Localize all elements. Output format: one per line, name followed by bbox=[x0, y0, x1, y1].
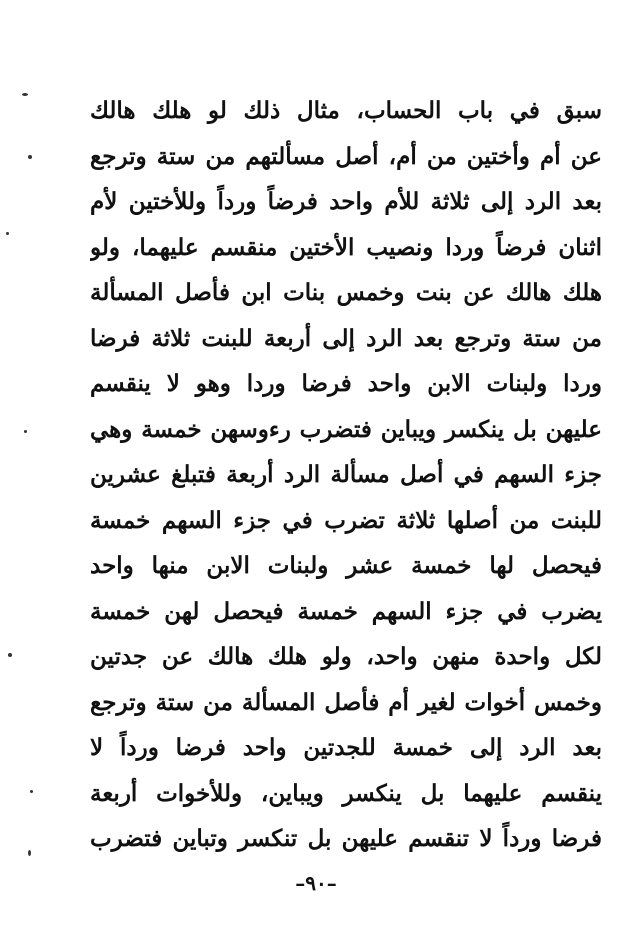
text-line: عليهن بل ينكسر ويباين فتضرب رءوسهن خمسة وهي bbox=[90, 415, 602, 443]
margin-speck bbox=[8, 653, 12, 657]
margin-speck bbox=[22, 93, 28, 96]
text-line: بعد الرد إلى خمسة للجدتين واحد فرضا ورداً لا bbox=[90, 734, 602, 761]
body-text bbox=[90, 88, 602, 862]
text-line: هلك هالك عن بنت وخمس بنات ابن فأصل المسألة bbox=[90, 279, 602, 306]
text-line: للبنت من أصلها ثلاثة تضرب في جزء السهم خمسة bbox=[90, 506, 602, 534]
text-line: فيحصل لها خمسة عشر ولبنات الابن منها واحد bbox=[90, 552, 602, 579]
margin-speck bbox=[24, 430, 27, 433]
margin-speck bbox=[28, 850, 31, 856]
text-line: اثنان فرضاً وردا ونصيب الأختين منقسم عليهما، ولو bbox=[90, 233, 602, 261]
text-line: من ستة وترجع بعد الرد إلى أربعة للبنت ثلاثة فرضا bbox=[90, 324, 602, 352]
page-number: –٩٠– bbox=[295, 871, 337, 895]
text-line: وردا ولبنات الابن واحد فرضا وردا وهو لا ينقسم bbox=[90, 370, 602, 397]
text-line: ينقسم عليهما بل ينكسر ويباين، وللأخوات أربعة bbox=[90, 779, 602, 807]
margin-speck bbox=[30, 790, 33, 793]
text-line: بعد الرد إلى ثلاثة للأم واحد فرضاً ورداً وللأختين لأم bbox=[90, 188, 602, 215]
text-line: وخمس أخوات لغير أم فأصل المسألة من ستة وترجع bbox=[90, 688, 602, 716]
text-line: عن أم وأختين من أم، أصل مسألتهم من ستة وترجع bbox=[90, 142, 602, 170]
margin-speck bbox=[28, 155, 32, 159]
margin-speck bbox=[6, 232, 9, 235]
text-line: لكل واحدة منهن واحد، ولو هلك هالك عن جدتين bbox=[90, 643, 602, 670]
text-line: سبق في باب الحساب، مثال ذلك لو هلك هالك bbox=[90, 97, 602, 124]
text-line: جزء السهم في أصل مسألة الرد أربعة فتبلغ عشرين bbox=[90, 461, 602, 488]
text-line: فرضا ورداً لا تنقسم عليهن بل تنكسر وتباين فتضرب bbox=[90, 825, 602, 852]
text-line: يضرب في جزء السهم خمسة فيحصل لهن خمسة bbox=[90, 597, 602, 625]
